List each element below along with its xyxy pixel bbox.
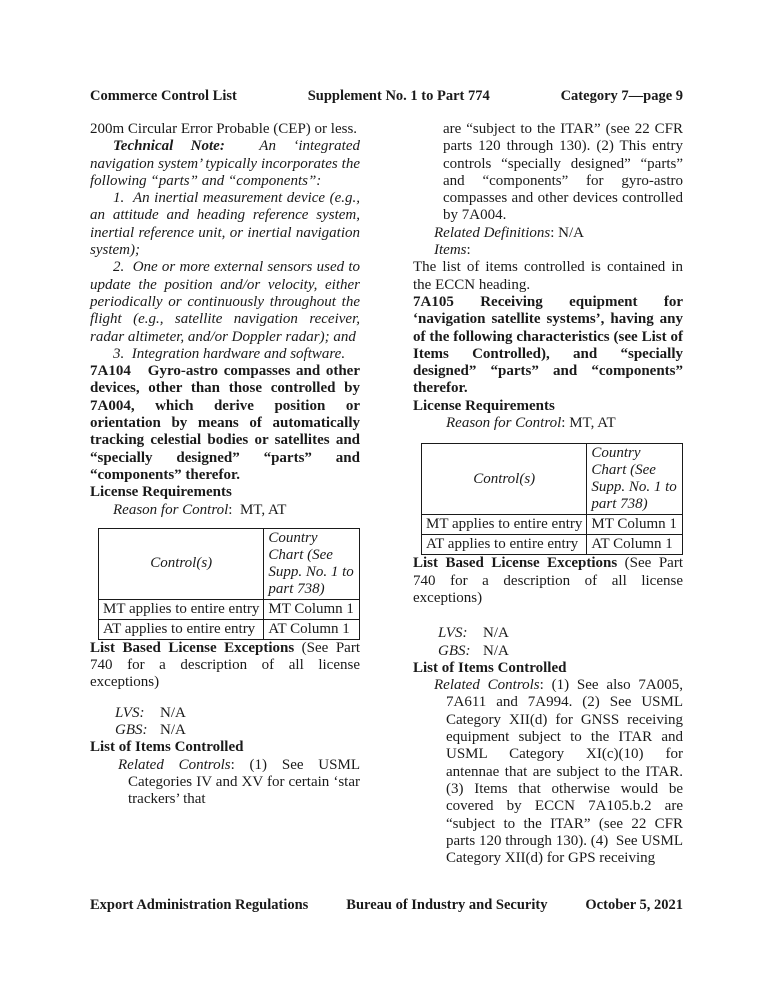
eccn-7a104-heading: 7A104 Gyro-astro compasses and other devices, other than those controlled by 7A004, which derive position or orientation by means of automatically tracking celestial bodies or satellites and “specially designed” “parts” and “components” therefor. bbox=[90, 363, 360, 483]
page-header bbox=[90, 88, 683, 105]
footer-bureau-title: Bureau of Industry and Security bbox=[346, 897, 548, 913]
related-controls-label: Related Controls bbox=[434, 677, 540, 694]
table-header-controls: Control(s) bbox=[99, 528, 264, 599]
related-definitions-value: : N/A bbox=[550, 224, 584, 241]
license-exceptions-7a104 bbox=[90, 640, 360, 692]
lvs-label: LVS: bbox=[438, 625, 468, 642]
reason-for-control-7a104 bbox=[90, 502, 360, 519]
license-table-7a105 bbox=[421, 443, 683, 555]
table-cell-control: MT applies to entire entry bbox=[422, 515, 587, 535]
license-table-7a104 bbox=[98, 528, 360, 640]
table-header-country-chart: Country Chart (See Supp. No. 1 to part 738) bbox=[587, 444, 683, 515]
license-exceptions-text: (See Part 740 for a description of all license exceptions) bbox=[413, 555, 683, 606]
items-line-7a104 bbox=[413, 242, 683, 259]
cep-paragraph: 200m Circular Error Probable (CEP) or less. bbox=[90, 121, 358, 137]
license-exceptions-label: List Based License Exceptions bbox=[90, 639, 295, 656]
header-category-page: Category 7—page 9 bbox=[560, 88, 683, 104]
eccn-note-7a104: The list of items controlled is contained in the ECCN heading. bbox=[413, 259, 683, 293]
gbs-label: GBS: bbox=[438, 642, 471, 659]
items-value: : bbox=[466, 242, 471, 259]
reason-for-control-7a105 bbox=[413, 415, 683, 432]
page-footer bbox=[90, 897, 683, 914]
reason-for-control-label: Reason for Control bbox=[446, 415, 562, 432]
technical-note-text: An ‘integrated navigation system’ typically incorporates the following “parts” and “components”: bbox=[90, 138, 360, 189]
footer-date: October 5, 2021 bbox=[585, 897, 683, 913]
items-label: Items bbox=[434, 242, 467, 259]
gbs-line-7a104 bbox=[90, 722, 360, 739]
table-header-country-chart: Country Chart (See Supp. No. 1 to part 738) bbox=[264, 528, 360, 599]
related-controls-continuation: are “subject to the ITAR” (see 22 CFR parts 120 through 130). (2) This entry controls “specially designed” “parts” and “components” for gyro-astro compasses and other devices controlled by 7A004. bbox=[443, 121, 683, 224]
table-header-controls: Control(s) bbox=[422, 444, 587, 515]
technical-note-label: Technical Note: bbox=[113, 138, 225, 155]
left-column bbox=[90, 121, 360, 867]
technical-note-item-1: 1. An inertial measurement device (e.g., an attitude and heading reference system, inertial reference unit, or inertial navigation system); bbox=[90, 190, 360, 259]
lvs-label: LVS: bbox=[115, 704, 145, 721]
gbs-line-7a105 bbox=[413, 643, 683, 660]
footer-regulations-title: Export Administration Regulations bbox=[90, 897, 309, 913]
related-controls-7a105 bbox=[413, 677, 683, 867]
two-column-body bbox=[90, 121, 683, 867]
related-controls-label: Related Controls bbox=[118, 756, 231, 773]
table-cell-control: MT applies to entire entry bbox=[99, 599, 264, 619]
table-row bbox=[422, 535, 683, 555]
lvs-value: N/A bbox=[483, 625, 509, 642]
table-cell-chart: AT Column 1 bbox=[587, 535, 683, 555]
eccn-7a105-heading: 7A105 Receiving equipment for ‘navigation satellite systems’, having any of the following characteristics (see List of Items Controlled), and “specially designed” “parts” and “components” therefor. bbox=[413, 293, 683, 397]
table-row bbox=[99, 599, 360, 619]
related-definitions-label: Related Definitions bbox=[434, 224, 551, 241]
table-row bbox=[99, 619, 360, 639]
license-exceptions-7a105 bbox=[413, 555, 683, 607]
reason-for-control-value: : MT, AT bbox=[561, 415, 616, 432]
license-requirements-heading-7a104: License Requirements bbox=[90, 484, 232, 501]
list-of-items-heading-7a104: List of Items Controlled bbox=[90, 739, 244, 756]
license-exceptions-text: (See Part 740 for a description of all license exceptions) bbox=[90, 639, 360, 691]
lvs-line-7a104 bbox=[90, 705, 360, 722]
technical-note bbox=[90, 138, 360, 190]
table-header-row bbox=[422, 444, 683, 515]
reason-for-control-label: Reason for Control bbox=[113, 501, 229, 518]
gbs-value: N/A bbox=[483, 642, 509, 659]
lvs-value: N/A bbox=[160, 704, 186, 721]
table-header-row bbox=[99, 528, 360, 599]
related-controls-text: : (1) See also 7A005, 7A611 and 7A994. (2) See USML Category XII(d) for GNSS receiving equipment subject to the ITAR and USML Category XI(c)(10) for antennae that are subject to the ITAR. (3) Items that otherwise would be covered by ECCN 7A105.b.2 are “subject to the ITAR” (see 22 CFR parts 120 through 130). (4) See USML Category XII(d) for GPS receiving bbox=[446, 677, 683, 867]
gbs-label: GBS: bbox=[115, 722, 148, 739]
related-definitions-7a104 bbox=[413, 225, 683, 242]
technical-note-item-3: 3. Integration hardware and software. bbox=[113, 345, 346, 362]
table-cell-control: AT applies to entire entry bbox=[99, 619, 264, 639]
list-of-items-heading-7a105: List of Items Controlled bbox=[413, 659, 567, 676]
license-requirements-heading-7a105: License Requirements bbox=[413, 397, 555, 414]
reason-for-control-value: : MT, AT bbox=[228, 501, 287, 518]
lvs-line-7a105 bbox=[413, 625, 683, 642]
table-cell-chart: MT Column 1 bbox=[587, 515, 683, 535]
related-controls-text: : (1) See USML Categories IV and XV for certain ‘star trackers’ that bbox=[128, 756, 360, 808]
table-row bbox=[422, 515, 683, 535]
header-supplement-title: Supplement No. 1 to Part 774 bbox=[307, 88, 490, 104]
related-controls-7a104 bbox=[90, 757, 360, 809]
technical-note-item-2: 2. One or more external sensors used to update the position and/or velocity, either periodically or continuously throughout the flight (e.g., satellite navigation receiver, radar altimeter, and/or Doppler radar); and bbox=[90, 259, 360, 345]
table-cell-chart: AT Column 1 bbox=[264, 619, 360, 639]
gbs-value: N/A bbox=[160, 722, 186, 739]
table-cell-chart: MT Column 1 bbox=[264, 599, 360, 619]
license-exceptions-label: List Based License Exceptions bbox=[413, 555, 618, 572]
right-column bbox=[413, 121, 683, 867]
header-document-title: Commerce Control List bbox=[90, 88, 237, 104]
table-cell-control: AT applies to entire entry bbox=[422, 535, 587, 555]
